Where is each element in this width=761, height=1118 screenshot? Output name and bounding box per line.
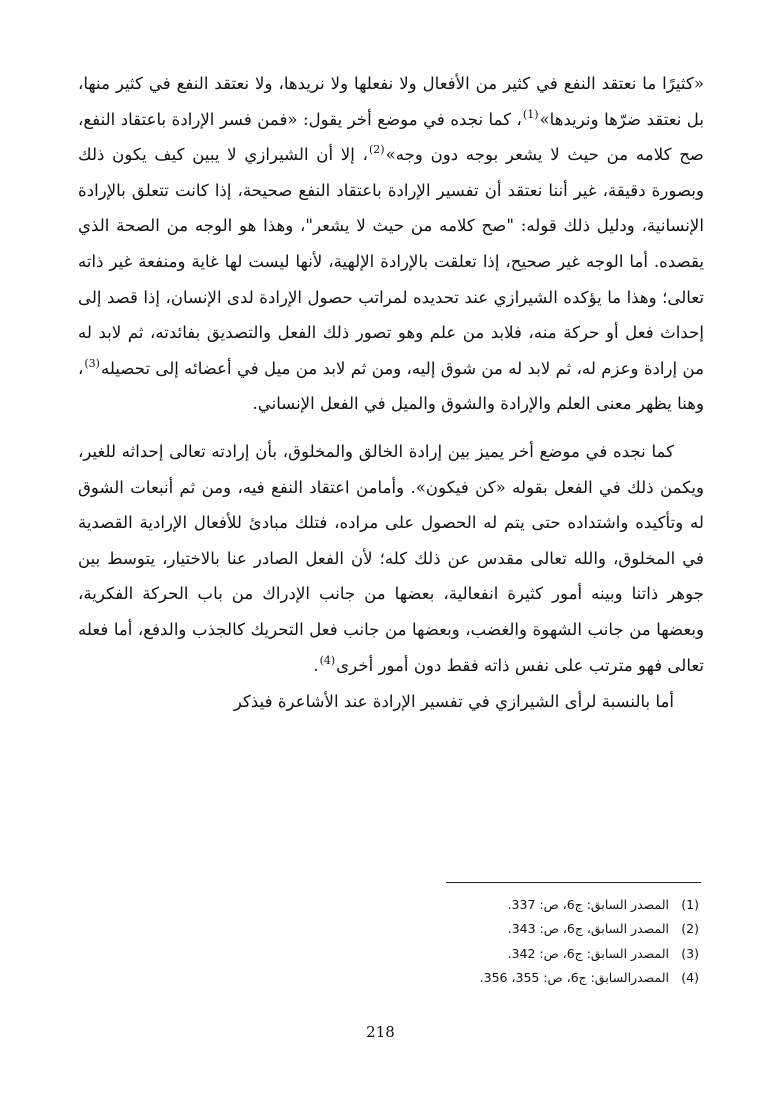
footnote-ref-2: (2) (368, 143, 385, 157)
main-text (78, 66, 704, 720)
footnote-number: (1) (681, 897, 699, 912)
footnote-item (299, 893, 699, 917)
paragraph-1 (78, 66, 704, 422)
footnote-text: المصدر السابق: ج6، ص: 337. (507, 897, 669, 912)
text-segment: ، إلا أن الشيرازي لا يبين كيف يكون ذلك وبصورة دقيقة، غير أننا نعتقد أن تفسير الإرادة باعتقاد النفع صحيحة، إذا كانت تتعلق بالإرادة الإنسانية، ودليل ذلك قوله: "صح كلامه من حيث لا يشعر"، وهذا هو الوجه من الصحة الذي يقصده. أما الوجه غير صحيح، إذا تعلقت بالإرادة الإلهية، لأنها ليست لها غاية ومنفعة غير ذاته تعالى؛ وهذا ما يؤكده الشيرازي عند تحديده لمراتب حصول الإرادة لدى الإنسان، إذا قصد إلى إحداث فعل أو حركة منه، فلابد من علم وهو تصور ذلك الفعل والتصديق بفائدته، ثم لابد له من إرادة وعزم له، ثم لابد له من شوق إليه، ومن ثم لابد من ميل في أعضائه إلى تحصيله (78, 145, 704, 378)
paragraph-2 (78, 434, 704, 683)
text-segment: ، وهنا يظهر معنى العلم والإرادة والشوق والميل في الفعل الإنساني. (78, 358, 704, 414)
footnote-item (299, 942, 699, 966)
footnote-text: المصدر السابق: ج6، ص: 342. (507, 945, 669, 961)
footnote-number: (3) (681, 945, 699, 961)
footnote-ref-4: (4) (319, 653, 336, 667)
footnote-ref-1: (1) (522, 107, 539, 121)
footnotes (299, 893, 699, 990)
footnote-text: المصدر السابق، ج6، ص: 343. (507, 921, 669, 937)
footnote-divider (446, 882, 701, 883)
footnote-number: (2) (681, 921, 699, 937)
paragraph-3 (78, 684, 704, 720)
text-segment: «كثيرًا ما نعتقد النفع في كثير من الأفعال ولا نفعلها ولا نريدها، ولا نعتقد النفع في كثير منها، بل نعتقد ضرّها ونريدها» (78, 74, 704, 129)
footnote-item (299, 917, 699, 941)
text-segment: ، كما نجده في موضع أخر يقول: «فمن فسر الإرادة باعتقاد النفع، صح كلامه من حيث لا يشعر بوجه دون وجه» (78, 109, 705, 165)
footnote-ref-3: (3) (84, 356, 100, 370)
footnote-number: (4) (681, 969, 699, 985)
page-number: 218 (366, 1023, 395, 1041)
footnote-text: المصدرالسابق: ج6، ص: 355، 356. (479, 969, 669, 985)
text-segment: أما بالنسبة لرأى الشيرازي في تفسير الإرادة عند الأشاعرة فيذكر (233, 692, 674, 712)
text-segment: كما نجده في موضع أخر يميز بين إرادة الخالق والمخلوق، بأن إرادته تعالى إحداثه للغير، ويكمن ذلك في الفعل بقوله «كن فيكون». وأمامن اعتقاد النفع فيه، ومن ثم أنبعات الشوق له وتأكيده واشتداده حتى يتم له الحصول على مراده، فتلك مبادئ للأفعال الإرادية القصدية في المخلوق، والله تعالى مقدس عن ذلك كله؛ لأن الفعل الصادر عنا بالاختيار، يتوسط بين جوهر ذاتنا وبينه أمور كثيرة انفعالية، بعضها من جانب الإدراك من باب الحركة الفكرية، وبعضها من جانب الشهوة والغضب، وبعضها من جانب فعل التحريك كالجذب والدفع، أما فعله تعالى فهو مترتب على نفس ذاته فقط دون أمور أخرى (78, 441, 704, 675)
text-segment: . (313, 655, 319, 675)
footnote-item (299, 966, 699, 990)
